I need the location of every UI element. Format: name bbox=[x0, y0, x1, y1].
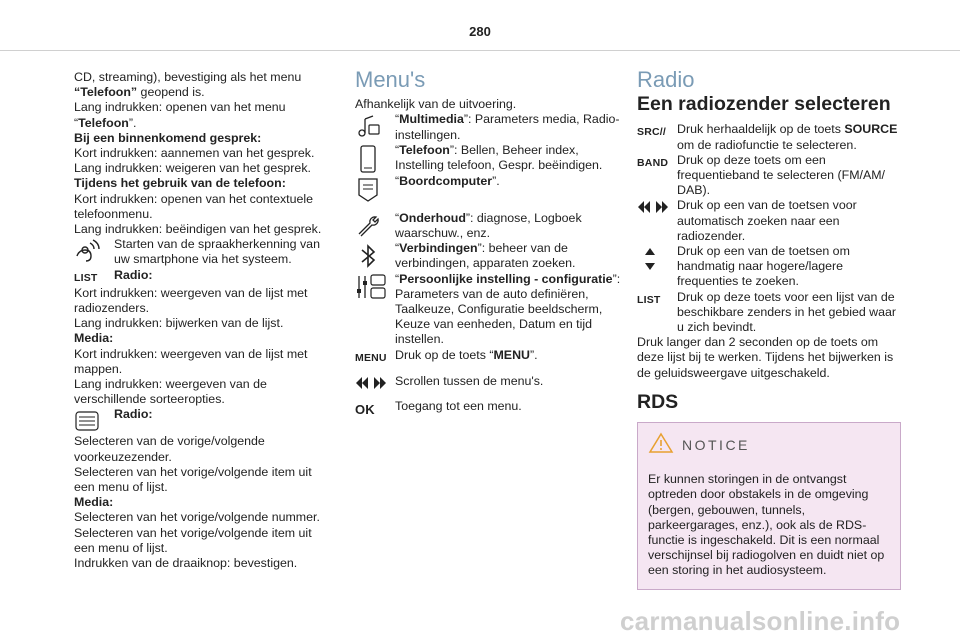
ok-button-label: OK bbox=[355, 401, 375, 417]
text-telefoon-label: “Telefoon”. bbox=[74, 115, 137, 130]
band-text: Druk op deze toets om een frequentieband te selecteren (FM/AM/ DAB). bbox=[677, 152, 885, 198]
menus-column bbox=[355, 67, 623, 417]
phone-icon bbox=[355, 143, 395, 174]
text-list-media-1: Kort indrukken: weergeven van de lijst met mappen. bbox=[74, 346, 308, 376]
verbindingen-text: “Verbindingen”: beheer van de verbindingen, apparaten zoeken. bbox=[395, 241, 576, 271]
onderhoud-text: “Onderhoud”: diagnose, Logboek waarschuw., enz. bbox=[395, 210, 582, 241]
text-preset-media-1: Selecteren van het vorige/volgende nummer. bbox=[74, 510, 320, 525]
voice-row bbox=[74, 237, 324, 267]
ok-row bbox=[355, 399, 623, 417]
menus-intro: Afhankelijk van de uitvoering. bbox=[355, 97, 517, 112]
page-header bbox=[0, 0, 960, 52]
heading-list-media: Media: bbox=[74, 331, 114, 346]
menu-item-verbindingen bbox=[355, 241, 623, 271]
menu-button-text: Druk op de toets “MENU”. bbox=[395, 347, 538, 362]
multimedia-text: “Multimedia”: Parameters media, Radio-instellingen. bbox=[395, 112, 620, 142]
menu-button-row bbox=[355, 348, 623, 366]
list-button-label: LIST bbox=[74, 271, 98, 284]
text-list-radio-2: Lang indrukken: bijwerken van de lijst. bbox=[74, 316, 284, 331]
radio-title: Radio bbox=[637, 67, 695, 92]
radio-list-row bbox=[637, 290, 905, 336]
page-number: 280 bbox=[469, 24, 491, 39]
preset-row bbox=[74, 407, 324, 434]
notice-title: NOTICE bbox=[682, 436, 750, 453]
prev-next-arrows-icon bbox=[355, 374, 395, 391]
wrench-icon bbox=[355, 211, 395, 238]
trip-computer-icon bbox=[355, 174, 395, 203]
list-radio-heading: Radio: bbox=[114, 267, 153, 282]
menus-title: Menu's bbox=[355, 67, 426, 92]
seek-text: Druk op een van de toetsen voor automatisch zoeken naar een radiozender. bbox=[677, 198, 857, 243]
settings-sliders-icon bbox=[355, 272, 395, 301]
up-down-arrows-icon bbox=[637, 244, 677, 273]
long-press-text: Druk langer dan 2 seconden op de toets om deze lijst bij te werken. Tijdens het bijwerken is de geluidsweergave uitgeschakeld. bbox=[637, 335, 894, 380]
voice-text: Starten van de spraakherkenning van uw smartphone via het systeem. bbox=[114, 237, 320, 267]
radio-subtitle: Een radiozender selecteren bbox=[637, 93, 891, 116]
scroll-wheel-icon bbox=[74, 407, 114, 434]
text-list-media-2: Lang indrukken: weergeven van de verschillende sorteeropties. bbox=[74, 377, 267, 407]
text-list-radio-1: Kort indrukken: weergeven van de lijst met radiozenders. bbox=[74, 285, 308, 316]
voice-command-icon bbox=[74, 237, 114, 264]
text-reject-call: Lang indrukken: weigeren van het gesprek. bbox=[74, 161, 311, 176]
text-accept-call: Kort indrukken: aannemen van het gesprek. bbox=[74, 146, 315, 161]
band-row bbox=[637, 153, 905, 199]
text-context-menu: Kort indrukken: openen van het contextuele telefoonmenu. bbox=[74, 191, 314, 221]
header-divider bbox=[0, 50, 960, 51]
source-row bbox=[637, 122, 905, 152]
radio-list-label: LIST bbox=[637, 293, 661, 306]
boordcomputer-text: “Boordcomputer”. bbox=[395, 173, 500, 188]
ok-text: Toegang tot een menu. bbox=[395, 398, 522, 413]
notice-box bbox=[637, 422, 901, 590]
scroll-text: Scrollen tussen de menu's. bbox=[395, 373, 544, 388]
source-button-label: SRC // bbox=[637, 126, 667, 139]
radio-column bbox=[637, 67, 905, 590]
menu-item-telefoon bbox=[355, 143, 623, 174]
menu-item-onderhoud bbox=[355, 211, 623, 241]
text-telefoon-open: “Telefoon” geopend is. bbox=[74, 85, 205, 100]
seek-row bbox=[637, 198, 905, 244]
heading-incoming-call: Bij een binnenkomend gesprek: bbox=[74, 130, 262, 145]
text-preset-radio-2: Selecteren van het vorige/volgende item uit een menu of lijst. bbox=[74, 464, 312, 495]
bluetooth-icon bbox=[355, 241, 395, 270]
scroll-row bbox=[355, 374, 623, 391]
notice-header bbox=[648, 432, 890, 458]
manual-text: Druk op een van de toetsen om handmatig naar hogere/lagere frequenties te zoeken. bbox=[677, 244, 850, 289]
seek-arrows-icon bbox=[637, 198, 677, 215]
persoonlijk-text: “Persoonlijke instelling - configuratie”: Parameters van de auto definiëren, Taalkeuze, Configuratie beeldscherm, Keuze van eenheden, Datum en tijd instellen. bbox=[395, 271, 621, 347]
menu-item-boordcomputer bbox=[355, 174, 623, 203]
menu-item-multimedia bbox=[355, 112, 623, 142]
list-row bbox=[74, 268, 324, 286]
menu-item-persoonlijk bbox=[355, 272, 623, 348]
heading-during-call: Tijdens het gebruik van de telefoon: bbox=[74, 176, 286, 191]
text-long-press-menu: Lang indrukken: openen van het menu bbox=[74, 100, 286, 115]
band-button-label: BAND bbox=[637, 156, 669, 169]
manual-row bbox=[637, 244, 905, 290]
watermark: carmanualsonline.info bbox=[620, 606, 901, 636]
text-preset-media-2: Selecteren van het vorige/volgende item uit een menu of lijst. bbox=[74, 525, 312, 555]
text-preset-radio-1: Selecteren van de vorige/volgende voorkeuzezender. bbox=[74, 434, 265, 464]
text-source-confirm: CD, streaming), bevestiging als het menu bbox=[74, 70, 302, 84]
heading-preset-media: Media: bbox=[74, 495, 114, 510]
rds-title: RDS bbox=[637, 390, 679, 413]
left-column bbox=[74, 70, 324, 571]
multimedia-icon bbox=[355, 112, 395, 139]
preset-radio-heading: Radio: bbox=[114, 407, 153, 422]
source-text: Druk herhaaldelijk op de toets SOURCE om de radiofunctie te selecteren. bbox=[677, 122, 898, 152]
text-end-call: Lang indrukken: beëindigen van het gesprek. bbox=[74, 222, 322, 237]
text-confirm-knob: Indrukken van de draaiknop: bevestigen. bbox=[74, 556, 298, 571]
telefoon-text: “Telefoon”: Bellen, Beheer index, Instelling telefoon, Gespr. beëindigen. bbox=[395, 142, 603, 173]
menu-button-label: MENU bbox=[355, 351, 387, 364]
radio-list-text: Druk op deze toets voor een lijst van de beschikbare zenders in het gebied waar u zich bevindt. bbox=[677, 289, 897, 335]
notice-text: Er kunnen storingen in de ontvangst optreden door obstakels in de omgeving (bergen, gebouwen, tunnels, parkeergarages, enz.), ook als de RDS-functie is ingeschakeld. Dit is een normaal verschijnsel bij radiogolven en duidt niet op een storing in het audiosysteem. bbox=[648, 472, 885, 578]
warning-triangle-icon bbox=[648, 432, 674, 458]
